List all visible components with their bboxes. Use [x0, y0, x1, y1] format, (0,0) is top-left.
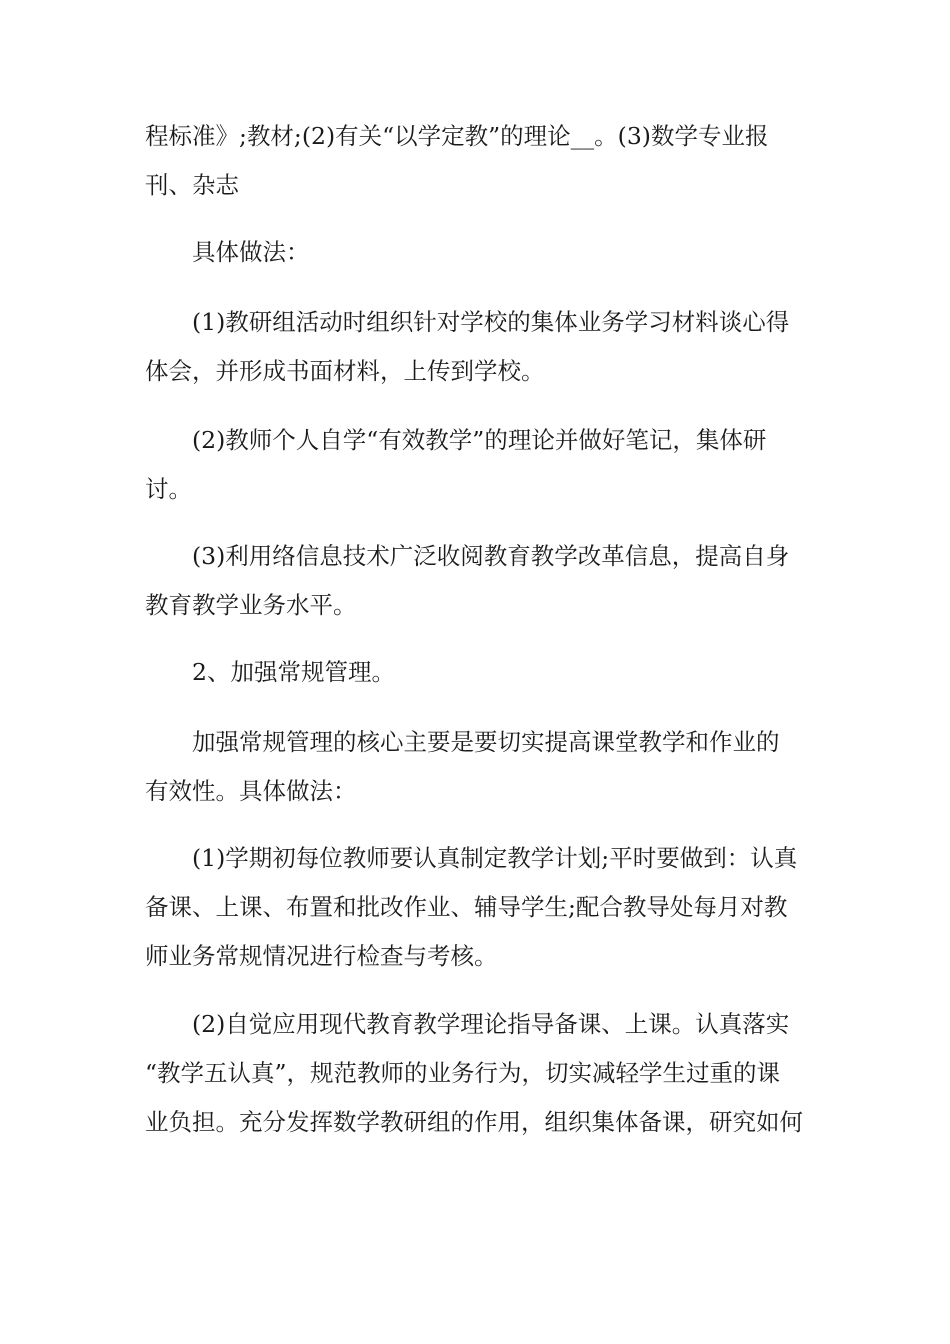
text-line: 2、加强常规管理。 [192, 658, 395, 686]
text-line: “教学五认真”，规范教师的业务行为，切实减轻学生过重的课 [145, 1059, 781, 1087]
section-heading-routine-management [145, 648, 810, 697]
text-line: (1)教研组活动时组织针对学校的集体业务学习材料谈心得 [192, 308, 790, 336]
text-line: 刊、杂志 [145, 171, 239, 199]
text-line: 备课、上课、布置和批改作业、辅导学生;配合教导处每月对教 [145, 893, 788, 921]
text-line: 有效性。具体做法： [145, 777, 357, 805]
text-line: 加强常规管理的核心主要是要切实提高课堂教学和作业的 [192, 728, 780, 756]
text-line: 业负担。充分发挥数学教研组的作用，组织集体备课，研究如何 [145, 1108, 803, 1136]
text-line: 程标准》;教材;(2)有关“以学定教”的理论__。(3)数学专业报 [145, 122, 769, 150]
paragraph-item-2 [145, 416, 810, 514]
paragraph-routine-item-1 [145, 834, 810, 981]
text-line: (2)教师个人自学“有效教学”的理论并做好笔记，集体研 [192, 426, 767, 454]
paragraph-routine-item-2 [145, 1000, 810, 1147]
text-line: 体会，并形成书面材料，上传到学校。 [145, 357, 545, 385]
text-line: 讨。 [145, 475, 192, 503]
text-line: (3)利用络信息技术广泛收阅教育教学改革信息，提高自身 [192, 542, 790, 570]
paragraph-routine-core [145, 718, 810, 816]
text-line: 教育教学业务水平。 [145, 591, 357, 619]
text-line: (1)学期初每位教师要认真制定教学计划;平时要做到：认真 [192, 844, 798, 872]
text-line: (2)自觉应用现代教育教学理论指导备课、上课。认真落实 [192, 1010, 790, 1038]
paragraph-method-heading [145, 228, 810, 277]
paragraph-curriculum-materials [145, 112, 810, 210]
text-line: 师业务常规情况进行检查与考核。 [145, 942, 498, 970]
paragraph-item-3 [145, 532, 810, 630]
text-line: 具体做法： [192, 238, 310, 266]
paragraph-item-1 [145, 298, 810, 396]
